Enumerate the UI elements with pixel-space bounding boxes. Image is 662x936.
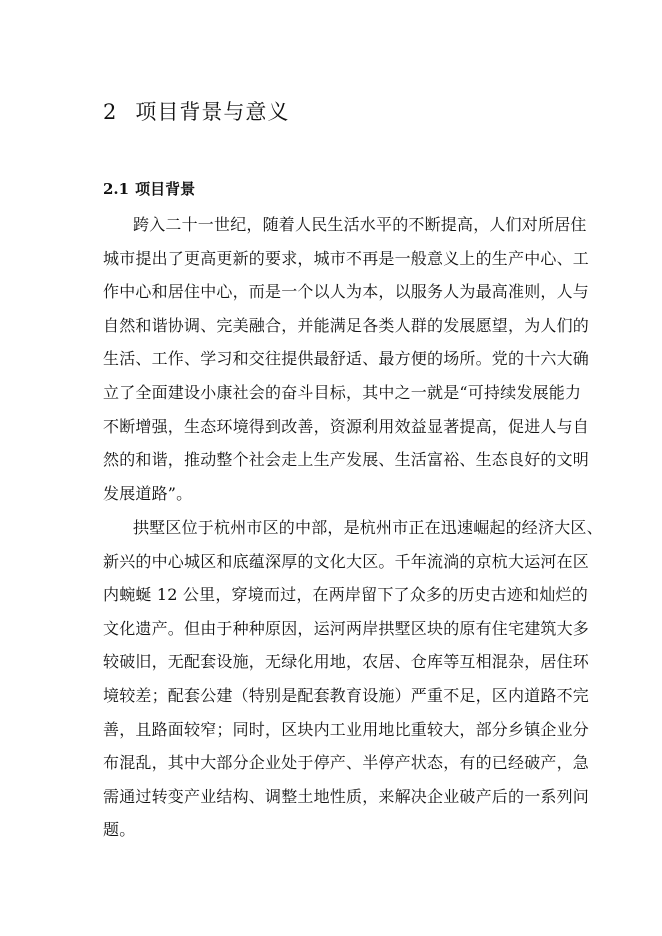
text-line: 善，且路面较窄；同时，区块内工业用地比重较大，部分乡镇企业分 <box>103 719 590 739</box>
chapter-heading <box>103 96 289 126</box>
text-line: 需通过转变产业结构、调整土地性质，来解决企业破产后的一系列问 <box>103 786 590 806</box>
text-line: 生活、工作、学习和交往提供最舒适、最方便的场所。党的十六大确 <box>103 349 590 369</box>
paragraph-1 <box>103 208 590 510</box>
text-line: 境较差；配套公建（特别是配套教育设施）严重不足，区内道路不完 <box>103 685 590 705</box>
section-heading <box>103 178 195 199</box>
chapter-title: 项目背景与意义 <box>135 100 290 124</box>
text-line: 文化遗产。但由于种种原因，运河两岸拱墅区块的原有住宅建筑大多 <box>103 618 590 638</box>
text-line: 不断增强，生态环境得到改善，资源利用效益显著提高，促进人与自 <box>103 416 590 436</box>
text-line: 较破旧，无配套设施，无绿化用地，农居、仓库等互相混杂，居住环 <box>103 652 590 672</box>
text-line: 跨入二十一世纪，随着人民生活水平的不断提高，人们对所居住 <box>133 215 587 234</box>
section-number: 2.1 <box>103 180 130 198</box>
section-title: 项目背景 <box>135 180 196 198</box>
paragraph-2 <box>103 511 603 847</box>
text-line: 内蜿蜒 12 公里，穿境而过，在两岸留下了众多的历史古迹和灿烂的 <box>103 585 588 605</box>
text-line: 新兴的中心城区和底蕴深厚的文化大区。千年流淌的京杭大运河在区 <box>103 551 590 571</box>
text-line: 立了全面建设小康社会的奋斗目标，其中之一就是“可持续发展能力 <box>103 382 582 402</box>
text-line: 作中心和居住中心，而是一个以人为本，以服务人为最高准则，人与 <box>103 282 590 302</box>
text-line: 自然和谐协调、完美融合，并能满足各类人群的发展愿望，为人们的 <box>103 315 590 335</box>
text-line: 布混乱，其中大部分企业处于停产、半停产状态，有的已经破产，急 <box>103 753 590 773</box>
chapter-number: 2 <box>103 100 118 124</box>
text-line: 发展道路”。 <box>103 483 193 503</box>
text-line: 然的和谐，推动整个社会走上生产发展、生活富裕、生态良好的文明 <box>103 450 590 470</box>
text-line: 城市提出了更高更新的要求，城市不再是一般意义上的生产中心、工 <box>103 248 590 268</box>
text-line: 题。 <box>103 820 136 840</box>
text-line: 拱墅区位于杭州市区的中部，是杭州市正在迅速崛起的经济大区、 <box>133 518 603 537</box>
